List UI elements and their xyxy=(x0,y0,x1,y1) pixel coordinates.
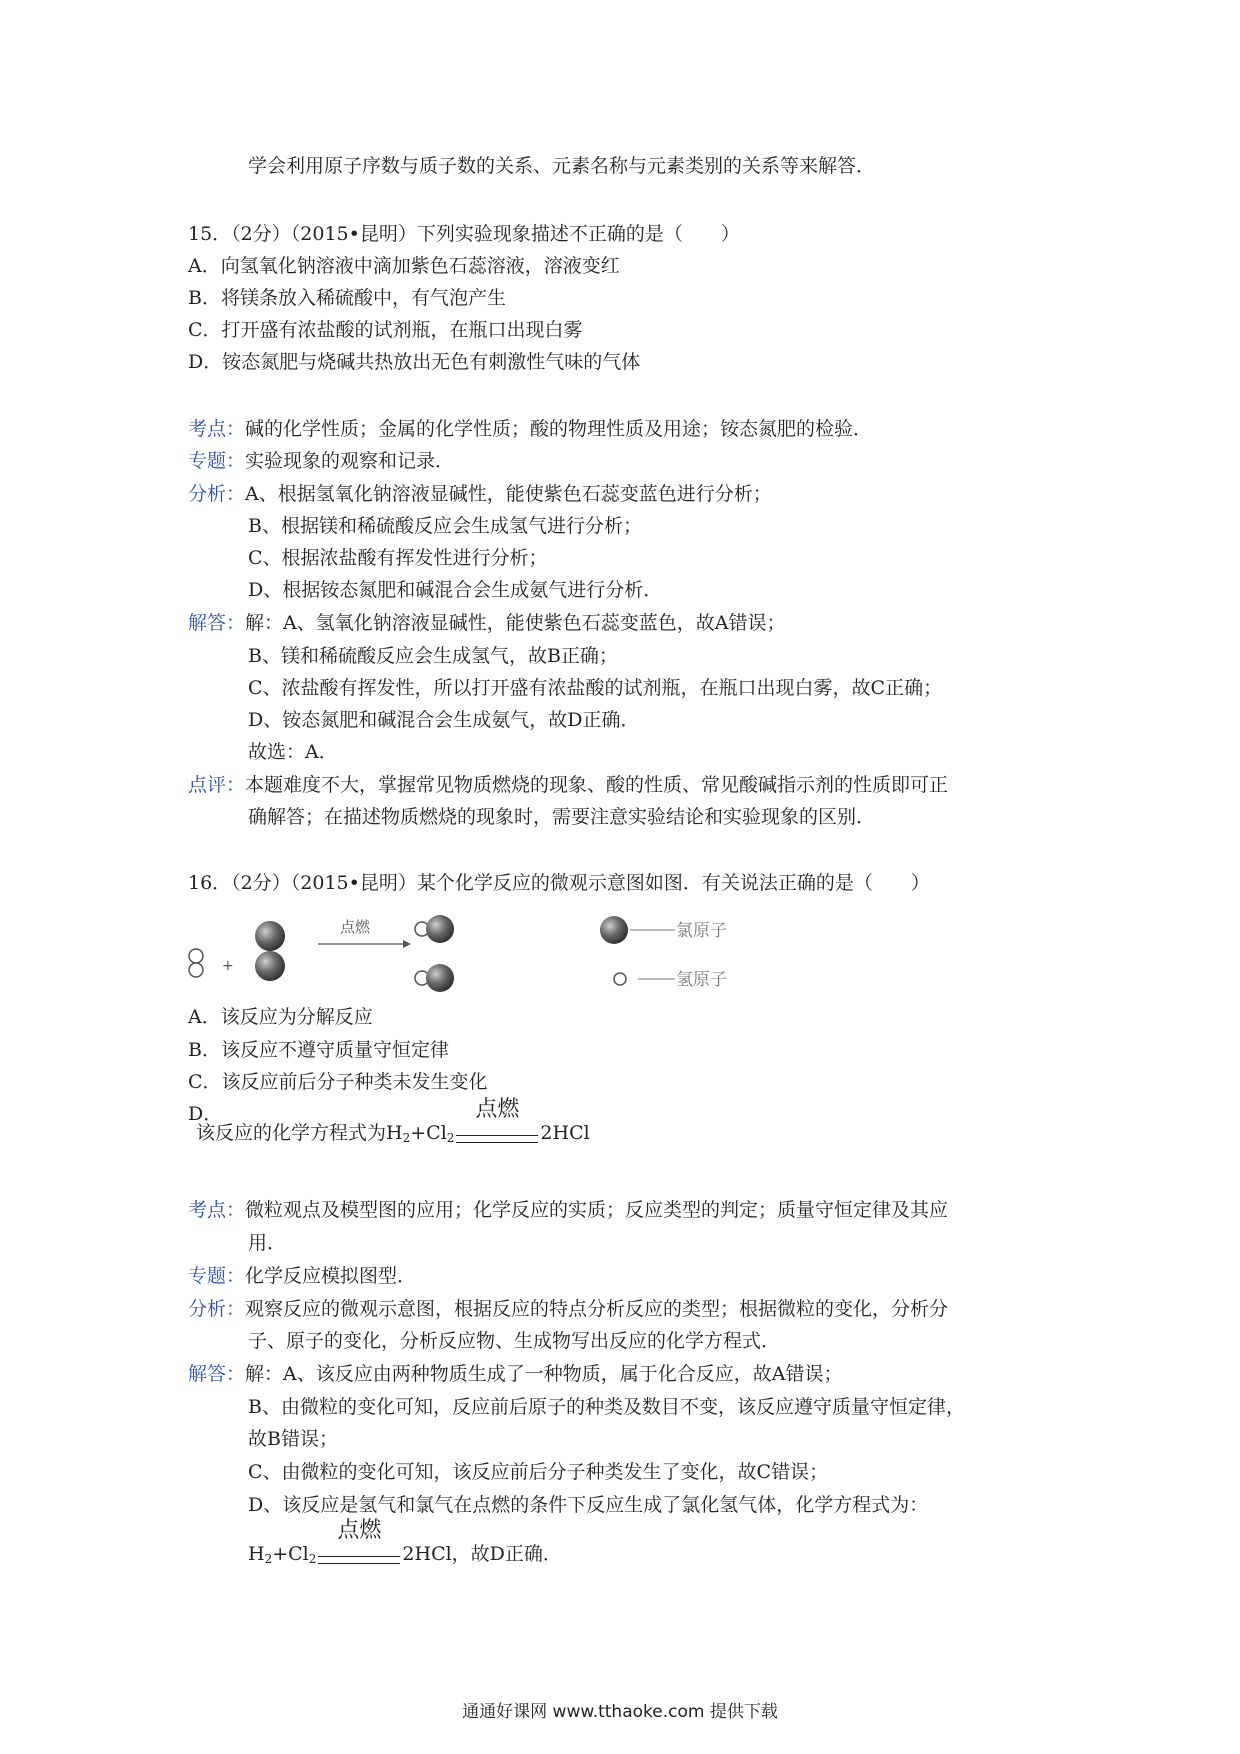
q16-stem: 16．（2分）（2015•昆明）某个化学反应的微观示意图如图．有关说法正确的是（ ） xyxy=(188,872,930,894)
q16-option-a: A．该反应为分解反应 xyxy=(188,1006,373,1028)
legend-chlorine-label: 氯原子 xyxy=(676,921,727,941)
q16-fenxi xyxy=(188,1296,948,1322)
kaodian-text: 碱的化学性质；金属的化学性质；酸的物理性质及用途；铵态氮肥的检验． xyxy=(245,418,873,440)
jieda-line: D、铵态氮肥和碱混合会生成氨气，故D正确． xyxy=(248,709,640,731)
reaction-arrow xyxy=(318,940,411,948)
page-footer: 通通好课网 www.tthaoke.com 提供下载 xyxy=(462,1702,778,1722)
q15-zhuanti xyxy=(188,448,454,474)
intro-text: 学会利用原子序数与质子数的关系、元素名称与元素类别的关系等来解答． xyxy=(248,155,876,177)
fenxi-line: B、根据镁和稀硫酸反应会生成氢气进行分析； xyxy=(248,515,642,537)
legend-hydrogen-label: 氢原子 xyxy=(676,970,727,990)
eq-sub: 2 xyxy=(308,1552,317,1566)
jieda-line: C、浓盐酸有挥发性，所以打开盛有浓盐酸的试剂瓶，在瓶口出现白雾，故C正确； xyxy=(248,677,943,699)
eq-sub: 2 xyxy=(264,1552,273,1566)
eq-h: H xyxy=(248,1543,265,1565)
plus-sign: + xyxy=(222,958,234,974)
fenxi-label: 分析： xyxy=(188,483,246,505)
q15-stem: 15．（2分）（2015•昆明）下列实验现象描述不正确的是（ ） xyxy=(188,223,740,245)
eq-product: 2HCl，故D正确． xyxy=(402,1543,562,1565)
jieda-line: 故选：A． xyxy=(248,741,338,763)
legend-chlorine xyxy=(600,916,727,944)
jieda-line: B、镁和稀硫酸反应会生成氢气，故B正确； xyxy=(248,645,618,667)
eq-product: 2HCl xyxy=(540,1122,590,1144)
jieda-line: 解：A、氢氧化钠溶液显碱性，能使紫色石蕊变蓝色，故A错误； xyxy=(245,612,786,634)
kaodian-label: 考点： xyxy=(188,418,246,440)
eq-cl: +Cl xyxy=(410,1122,447,1144)
legend-hydrogen xyxy=(614,970,727,990)
kaodian-line: 用． xyxy=(248,1232,287,1254)
eq-sub: 2 xyxy=(446,1131,455,1145)
q16-jieda xyxy=(188,1361,842,1387)
jieda-label: 解答： xyxy=(188,612,246,634)
q16-option-b: B．该反应不遵守质量守恒定律 xyxy=(188,1039,449,1061)
q15-option-b: B．将镁条放入稀硫酸中，有气泡产生 xyxy=(188,287,506,309)
q15-option-c: C．打开盛有浓盐酸的试剂瓶，在瓶口出现白雾 xyxy=(188,319,583,341)
q15-fenxi xyxy=(188,481,772,507)
jieda-line: 解：A、该反应由两种物质生成了一种物质，属于化合反应，故A错误； xyxy=(245,1363,843,1385)
zhuanti-text: 实验现象的观察和记录． xyxy=(245,450,455,472)
q16-option-c: C．该反应前后分子种类未发生变化 xyxy=(188,1071,488,1093)
equation-arrow xyxy=(454,1097,540,1151)
q16-zhuanti xyxy=(188,1263,416,1289)
arrow-label: 点燃 xyxy=(340,918,371,936)
jieda-line: B、由微粒的变化可知，反应前后原子的种类及数目不变，该反应遵守质量守恒定律， xyxy=(248,1396,965,1418)
zhuanti-label: 专题： xyxy=(188,450,246,472)
dianping-line: 确解答；在描述物质燃烧的现象时，需要注意实验结论和实验现象的区别． xyxy=(248,806,876,828)
jieda-line: D、该反应是氢气和氯气在点燃的条件下反应生成了氯化氢气体，化学方程式为： xyxy=(248,1494,929,1516)
q15-kaodian xyxy=(188,416,872,442)
hydrogen-molecule xyxy=(189,949,203,977)
eq-cl: +Cl xyxy=(272,1543,309,1565)
dianping-line: 本题难度不大，掌握常见物质燃烧的现象、酸的性质、常见酸碱指示剂的性质即可正 xyxy=(245,774,949,796)
eq-h: H xyxy=(386,1122,403,1144)
fenxi-line: A、根据氢氧化钠溶液显碱性，能使紫色石蕊变蓝色进行分析； xyxy=(245,483,772,505)
q16-option-d xyxy=(196,1097,590,1151)
dianping-label: 点评： xyxy=(188,774,246,796)
zhuanti-label: 专题： xyxy=(188,1265,246,1287)
q15-dianping xyxy=(188,772,948,798)
jieda-line: C、由微粒的变化可知，该反应前后分子种类发生了变化，故C错误； xyxy=(248,1461,829,1483)
q15-jieda xyxy=(188,610,785,636)
equation-arrow xyxy=(316,1518,402,1572)
fenxi-line: D、根据铵态氮肥和碱混合会生成氨气进行分析． xyxy=(248,579,663,601)
hcl-molecule xyxy=(415,964,454,992)
eq-sub: 2 xyxy=(402,1131,411,1145)
jieda-label: 解答： xyxy=(188,1363,246,1385)
q16-kaodian xyxy=(188,1197,948,1223)
eq-condition: 点燃 xyxy=(337,1518,382,1543)
eq-condition: 点燃 xyxy=(475,1097,520,1122)
q16-final-equation xyxy=(248,1518,562,1572)
chlorine-molecule xyxy=(255,921,285,981)
q16-option-d-label: D． xyxy=(188,1103,223,1125)
q15-option-d: D．铵态氮肥与烧碱共热放出无色有刺激性气味的气体 xyxy=(188,351,641,373)
jieda-line: 故B错误； xyxy=(248,1428,338,1450)
q15-option-a: A．向氢氧化钠溶液中滴加紫色石蕊溶液，溶液变红 xyxy=(188,255,620,277)
fenxi-line: 观察反应的微观示意图，根据反应的特点分析反应的类型；根据微粒的变化，分析分 xyxy=(245,1298,949,1320)
kaodian-label: 考点： xyxy=(188,1199,246,1221)
zhuanti-text: 化学反应模拟图型． xyxy=(245,1265,417,1287)
kaodian-line: 微粒观点及模型图的应用；化学反应的实质；反应类型的判定；质量守恒定律及其应 xyxy=(245,1199,949,1221)
option-d-text: 该反应的化学方程式为 xyxy=(196,1122,387,1144)
fenxi-line: 子、原子的变化，分析反应物、生成物写出反应的化学方程式． xyxy=(248,1330,781,1352)
hcl-molecule xyxy=(415,915,454,943)
fenxi-line: C、根据浓盐酸有挥发性进行分析； xyxy=(248,547,548,569)
fenxi-label: 分析： xyxy=(188,1298,246,1320)
